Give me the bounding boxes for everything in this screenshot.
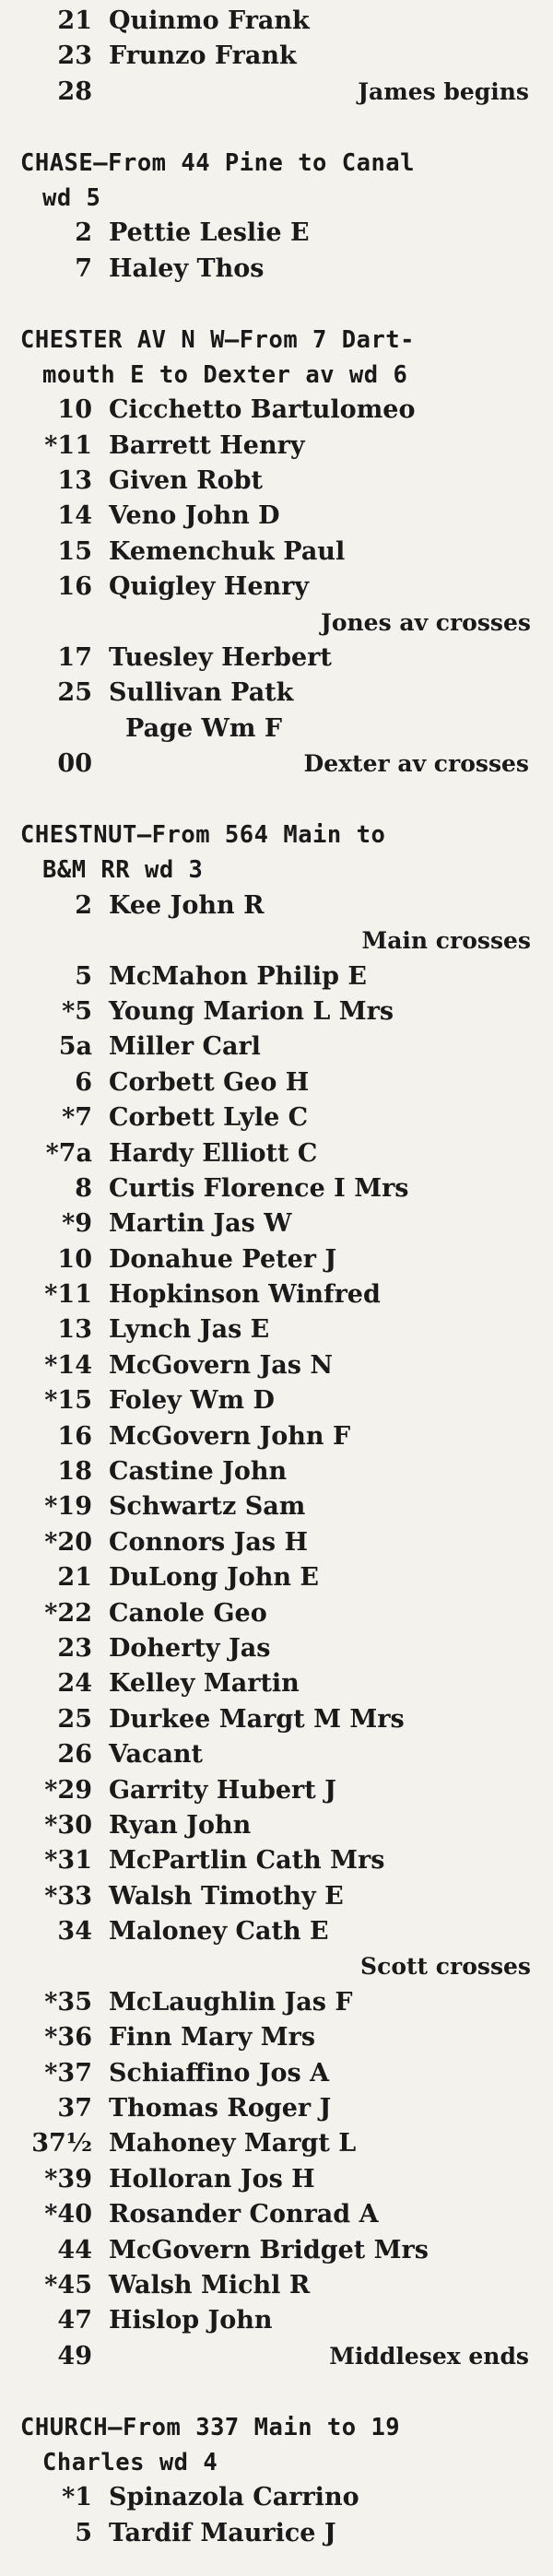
house-number: *9 [62, 1209, 92, 1239]
directory-entry [20, 252, 533, 287]
street-section [20, 323, 533, 782]
street-section [20, 4, 533, 110]
directory-entry [20, 1419, 533, 1454]
section-gap [20, 287, 533, 322]
resident-name: Veno John D [109, 501, 280, 531]
house-number: 37 [57, 2094, 92, 2123]
house-number: *20 [44, 1527, 92, 1557]
house-number: 21 [57, 1563, 92, 1593]
street-heading: CHESTNUT—From 564 Main to [20, 820, 386, 849]
resident-name: Quigley Henry [109, 572, 310, 602]
directory-entry [20, 959, 533, 994]
house-number: *33 [44, 1881, 92, 1911]
directory-entry [20, 1171, 533, 1206]
resident-name: Tuesley Herbert [109, 643, 332, 673]
house-number: 2 [75, 890, 92, 920]
resident-name: Curtis Florence I Mrs [109, 1173, 409, 1203]
street-heading: CHESTER AV N W—From 7 Dart- [20, 325, 416, 354]
house-number: *39 [44, 2164, 92, 2194]
directory-entry [20, 1702, 533, 1737]
directory-entry [20, 1631, 533, 1666]
resident-name: Mahoney Margt L [109, 2129, 357, 2158]
cross-street-entry [20, 747, 533, 782]
house-number: 23 [57, 41, 92, 71]
cross-street-note: Jones av crosses [321, 608, 531, 636]
resident-name: Kee John R [109, 890, 265, 920]
directory-entry [20, 712, 533, 747]
directory-entry [20, 1383, 533, 1418]
directory-entry [20, 2091, 533, 2126]
resident-name: Sullivan Patk [109, 678, 294, 708]
directory-entry [20, 1808, 533, 1843]
house-number: 5 [75, 961, 92, 991]
resident-name: Hopkinson Winfred [109, 1280, 381, 1310]
house-number: 5 [75, 2518, 92, 2547]
resident-name: Garrity Hubert J [109, 1775, 336, 1805]
resident-name: Doherty Jas [109, 1633, 271, 1663]
house-number: 17 [57, 643, 92, 673]
cross-street-note: Main crosses [361, 927, 531, 955]
street-section [20, 146, 533, 288]
street-section [20, 2410, 533, 2552]
directory-entry [20, 535, 533, 570]
resident-name: Walsh Michl R [109, 2271, 311, 2300]
resident-name: Pettie Leslie E [109, 218, 310, 248]
section-gap [20, 2374, 533, 2409]
resident-name: Cicchetto Bartulomeo [109, 395, 416, 425]
resident-name: Ryan John [109, 1810, 252, 1840]
house-number: *35 [44, 1987, 92, 2017]
street-heading-continued: Charles wd 4 [42, 2448, 218, 2476]
directory-entry [20, 429, 533, 464]
directory-entry [20, 1773, 533, 1808]
directory-entry [20, 1277, 533, 1312]
resident-name: McLaughlin Jas F [109, 1987, 353, 2017]
directory-entry [20, 1029, 533, 1065]
resident-name: Hardy Elliott C [109, 1138, 318, 1168]
directory-entry [20, 1914, 533, 1949]
directory-entry [20, 1065, 533, 1100]
house-number: 16 [57, 1421, 92, 1451]
resident-name: Thomas Roger J [109, 2094, 332, 2123]
house-number: 13 [57, 466, 92, 496]
resident-name: Barrett Henry [109, 430, 305, 460]
house-number: *45 [44, 2271, 92, 2300]
resident-name: McGovern Jas N [109, 1350, 334, 1380]
house-number: 5a [58, 1032, 92, 1062]
house-number: 8 [75, 1173, 92, 1203]
section-gap [20, 110, 533, 145]
directory-entry [20, 1100, 533, 1135]
house-number: 23 [57, 1633, 92, 1663]
house-number: 26 [57, 1740, 92, 1770]
house-number: *19 [44, 1492, 92, 1522]
resident-name: Vacant [109, 1740, 204, 1770]
directory-entry [20, 1596, 533, 1631]
house-number: 44 [57, 2235, 92, 2264]
resident-name: Kelley Martin [109, 1669, 300, 1699]
house-number: 25 [57, 1704, 92, 1734]
section-gap [20, 782, 533, 817]
house-number: *15 [44, 1386, 92, 1416]
directory-entry [20, 641, 533, 676]
cross-street-note: James begins [358, 77, 529, 105]
resident-name: Given Robt [109, 466, 264, 496]
house-number: *11 [44, 430, 92, 460]
house-number: 00 [57, 749, 92, 779]
street-heading: CHASE—From 44 Pine to Canal [20, 148, 416, 177]
directory-entry [20, 570, 533, 605]
house-number: 34 [57, 1917, 92, 1947]
cross-street-note: Scott crosses [360, 1953, 531, 1981]
house-number: 47 [57, 2306, 92, 2335]
directory-entry [20, 1737, 533, 1772]
house-number: 25 [57, 678, 92, 708]
resident-name: Schiaffino Jos A [109, 2058, 330, 2088]
resident-name: Haley Thos [109, 253, 265, 283]
resident-name: Hislop John [109, 2306, 273, 2335]
cross-street-entry [20, 75, 533, 110]
cross-street-note: Dexter av crosses [303, 750, 529, 778]
directory-entry [20, 4, 533, 39]
resident-name: Corbett Lyle C [109, 1103, 309, 1133]
resident-name: Foley Wm D [109, 1386, 275, 1416]
street-heading: CHURCH—From 337 Main to 19 [20, 2413, 401, 2441]
directory-entry [20, 1348, 533, 1383]
resident-name: Connors Jas H [109, 1527, 308, 1557]
resident-name: McGovern John F [109, 1421, 351, 1451]
street-section [20, 817, 533, 2374]
directory-entry [20, 2268, 533, 2303]
resident-name: Rosander Conrad A [109, 2200, 379, 2229]
resident-name: McMahon Philip E [109, 961, 367, 991]
cross-street-note: Middlesex ends [329, 2342, 529, 2370]
house-number: *5 [62, 996, 92, 1026]
directory-entry [20, 888, 533, 923]
house-number: *31 [44, 1846, 92, 1876]
directory-entry [20, 1136, 533, 1171]
directory-entry [20, 2126, 533, 2161]
house-number: 24 [57, 1669, 92, 1699]
directory-entry [20, 2162, 533, 2197]
resident-name: Young Marion L Mrs [109, 996, 394, 1026]
directory-entry [20, 39, 533, 74]
house-number: 15 [57, 536, 92, 566]
resident-name: Kemenchuk Paul [109, 536, 346, 566]
cross-street-entry [20, 2339, 533, 2374]
house-number: 21 [57, 6, 92, 35]
resident-name: Spinazola Carrino [109, 2483, 359, 2512]
resident-name: Finn Mary Mrs [109, 2023, 316, 2053]
directory-entry [20, 1206, 533, 1241]
house-number: *11 [44, 1280, 92, 1310]
house-number: 18 [57, 1457, 92, 1487]
street-heading-continued: wd 5 [42, 183, 101, 212]
resident-name: Canole Geo [109, 1598, 267, 1628]
resident-name: McGovern Bridget Mrs [109, 2235, 429, 2264]
house-number: 37½ [31, 2129, 92, 2158]
house-number: *40 [44, 2200, 92, 2229]
house-number: 16 [57, 572, 92, 602]
house-number: 7 [75, 253, 92, 283]
directory-entry [20, 393, 533, 428]
directory-entry [20, 1525, 533, 1560]
resident-name: Corbett Geo H [109, 1067, 310, 1097]
directory-entry [20, 464, 533, 499]
resident-name: DuLong John E [109, 1563, 319, 1593]
resident-name: Holloran Jos H [109, 2164, 315, 2194]
directory-entry [20, 1843, 533, 1878]
directory-entry [20, 2303, 533, 2338]
directory-entry [20, 994, 533, 1029]
directory-entry [20, 1879, 533, 1914]
resident-name: Quinmo Frank [109, 6, 310, 35]
resident-name: Tardif Maurice J [109, 2518, 336, 2547]
street-heading-continued: B&M RR wd 3 [42, 856, 204, 885]
resident-name: Durkee Margt M Mrs [109, 1704, 405, 1734]
house-number: *37 [44, 2058, 92, 2088]
directory-entry [20, 676, 533, 711]
directory-entry [20, 2480, 533, 2515]
directory-entry [20, 1454, 533, 1489]
street-heading-continued: mouth E to Dexter av wd 6 [42, 360, 408, 389]
directory-entry [20, 2056, 533, 2091]
directory-entry [20, 1242, 533, 1277]
house-number: *7 [62, 1103, 92, 1133]
house-number: 6 [75, 1067, 92, 1097]
resident-name: Maloney Cath E [109, 1917, 329, 1947]
resident-name: Lynch Jas E [109, 1315, 270, 1345]
resident-name: McPartlin Cath Mrs [109, 1846, 385, 1876]
directory-entry [20, 1560, 533, 1595]
directory-entry [20, 2020, 533, 2055]
directory-entry [20, 2516, 533, 2551]
house-number: 13 [57, 1315, 92, 1345]
house-number: 10 [57, 395, 92, 425]
resident-name: Castine John [109, 1457, 288, 1487]
directory-entry [20, 499, 533, 534]
directory-entry [20, 1985, 533, 2020]
resident-name: Martin Jas W [109, 1209, 292, 1239]
house-number: 28 [57, 76, 92, 106]
house-number: *7a [45, 1138, 92, 1168]
resident-name: Frunzo Frank [109, 41, 297, 71]
directory-entry [20, 1666, 533, 1701]
house-number: *29 [44, 1775, 92, 1805]
directory-entry [20, 2233, 533, 2268]
house-number: *22 [44, 1598, 92, 1628]
house-number: *36 [44, 2023, 92, 2053]
directory-entry [20, 216, 533, 251]
directory-entry [20, 2197, 533, 2232]
resident-name: Donahue Peter J [109, 1244, 337, 1274]
directory-entry [20, 1489, 533, 1524]
resident-name: Schwartz Sam [109, 1492, 306, 1522]
house-number: 49 [57, 2341, 92, 2370]
house-number: 10 [57, 1244, 92, 1274]
resident-name: Page Wm F [125, 713, 282, 743]
house-number: *30 [44, 1810, 92, 1840]
directory-entry [20, 1312, 533, 1347]
house-number: 14 [57, 501, 92, 531]
house-number: 2 [75, 218, 92, 248]
house-number: *14 [44, 1350, 92, 1380]
resident-name: Miller Carl [109, 1032, 261, 1062]
resident-name: Walsh Timothy E [109, 1881, 344, 1911]
house-number: *1 [62, 2483, 92, 2512]
